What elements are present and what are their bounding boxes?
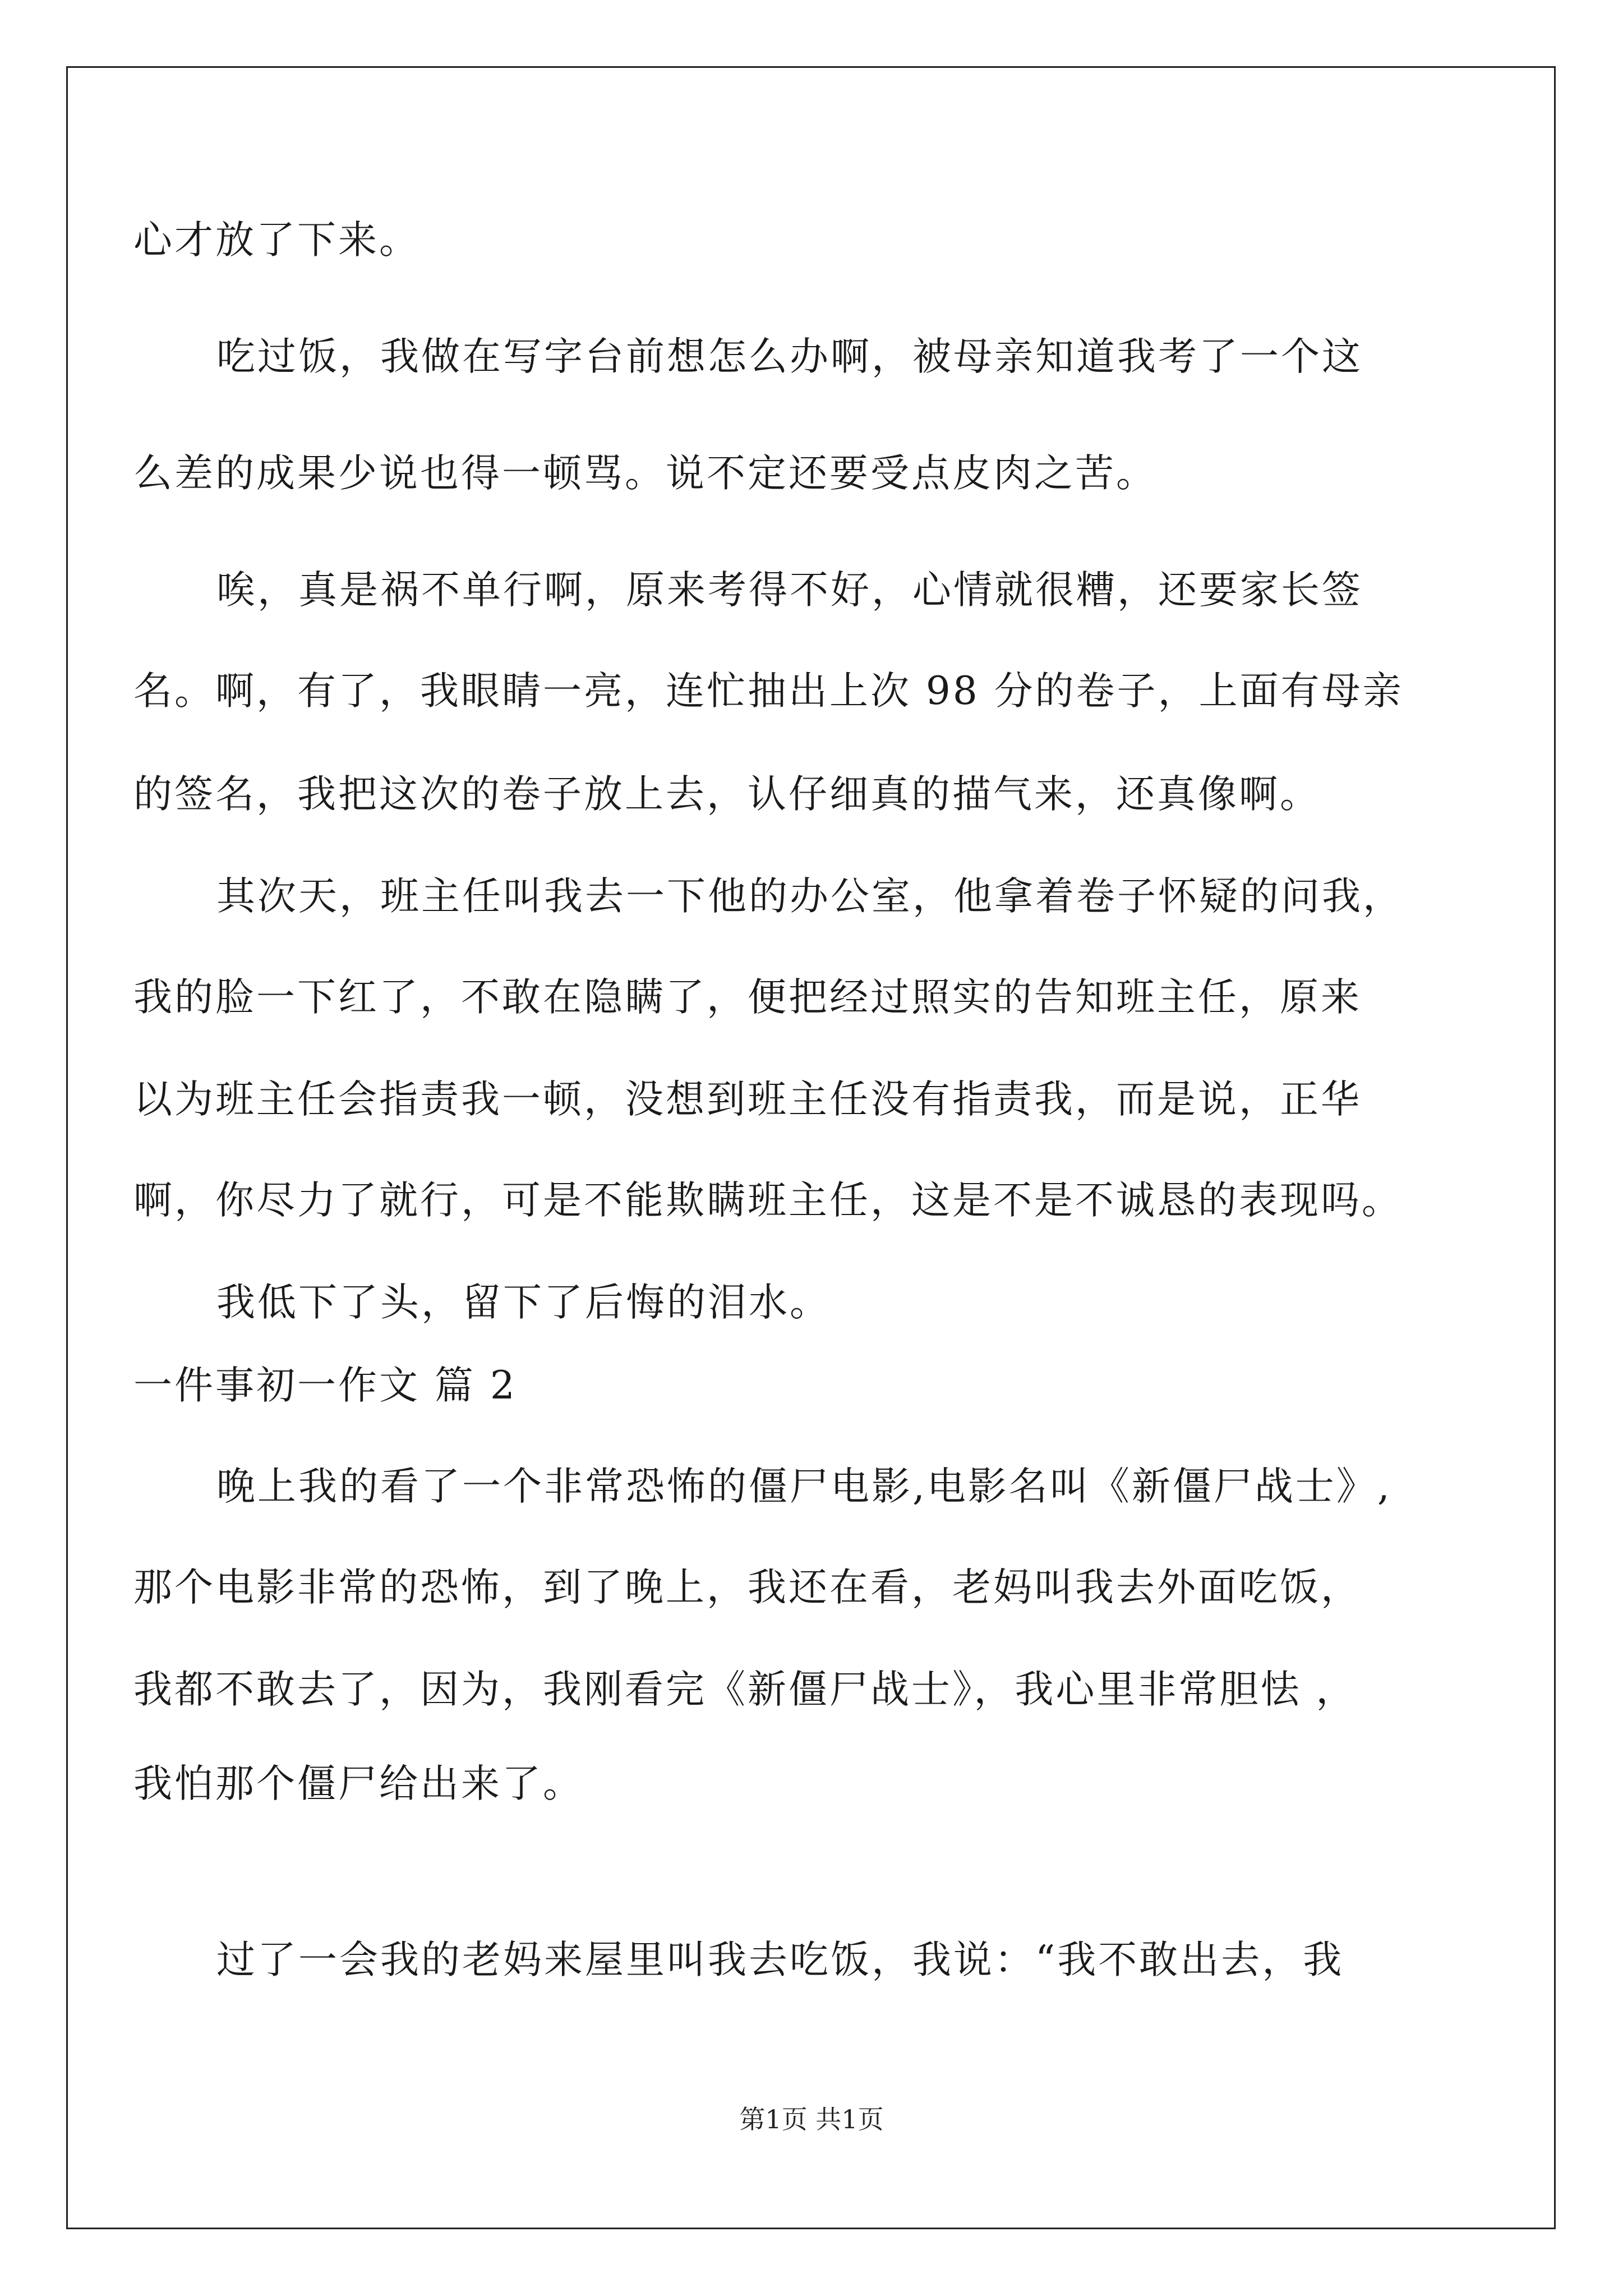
paragraph-line-16: 我怕那个僵尸给出来了。 bbox=[133, 1761, 584, 1806]
section-heading: 一件事初一作文 篇 2 bbox=[133, 1363, 517, 1408]
paragraph-line-11: 我低下了头，留下了后悔的泪水。 bbox=[216, 1280, 831, 1325]
paragraph-line-2: 吃过饭，我做在写字台前想怎么办啊，被母亲知道我考了一个这 bbox=[216, 334, 1363, 379]
paragraph-line-13: 晚上我的看了一个非常恐怖的僵尸电影,电影名叫《新僵尸战士》, bbox=[216, 1464, 1392, 1509]
paragraph-line-4: 唉，真是祸不单行啊，原来考得不好，心情就很糟，还要家长签 bbox=[216, 568, 1363, 613]
paragraph-line-8: 我的脸一下红了，不敢在隐瞒了，便把经过照实的告知班主任，原来 bbox=[133, 975, 1362, 1020]
paragraph-line-15: 我都不敢去了，因为，我刚看完《新僵尸战士》，我心里非常胆怯 ， bbox=[133, 1667, 1357, 1712]
page-border bbox=[66, 66, 1556, 2229]
paragraph-line-10: 啊，你尽力了就行，可是不能欺瞒班主任，这是不是不诚恳的表现吗。 bbox=[133, 1178, 1403, 1223]
paragraph-line-3: 么差的成果少说也得一顿骂。说不定还要受点皮肉之苦。 bbox=[133, 451, 1157, 496]
paragraph-line-9: 以为班主任会指责我一顿，没想到班主任没有指责我，而是说，正华 bbox=[133, 1077, 1362, 1122]
paragraph-line-6: 的签名，我把这次的卷子放上去，认仔细真的描气来，还真像啊。 bbox=[133, 772, 1321, 817]
paragraph-line-1: 心才放了下来。 bbox=[133, 218, 420, 263]
paragraph-line-17: 过了一会我的老妈来屋里叫我去吃饭，我说：“我不敢出去，我 bbox=[216, 1938, 1344, 1982]
paragraph-line-14: 那个电影非常的恐怖，到了晚上，我还在看，老妈叫我去外面吃饭， bbox=[133, 1565, 1362, 1610]
paragraph-line-7: 其次天，班主任叫我去一下他的办公室，他拿着卷子怀疑的问我， bbox=[216, 874, 1404, 919]
paragraph-line-5: 名。啊，有了，我眼睛一亮，连忙抽出上次 98 分的卷子，上面有母亲 bbox=[133, 669, 1404, 714]
page-number-footer: 第1页 共1页 bbox=[739, 2104, 884, 2134]
